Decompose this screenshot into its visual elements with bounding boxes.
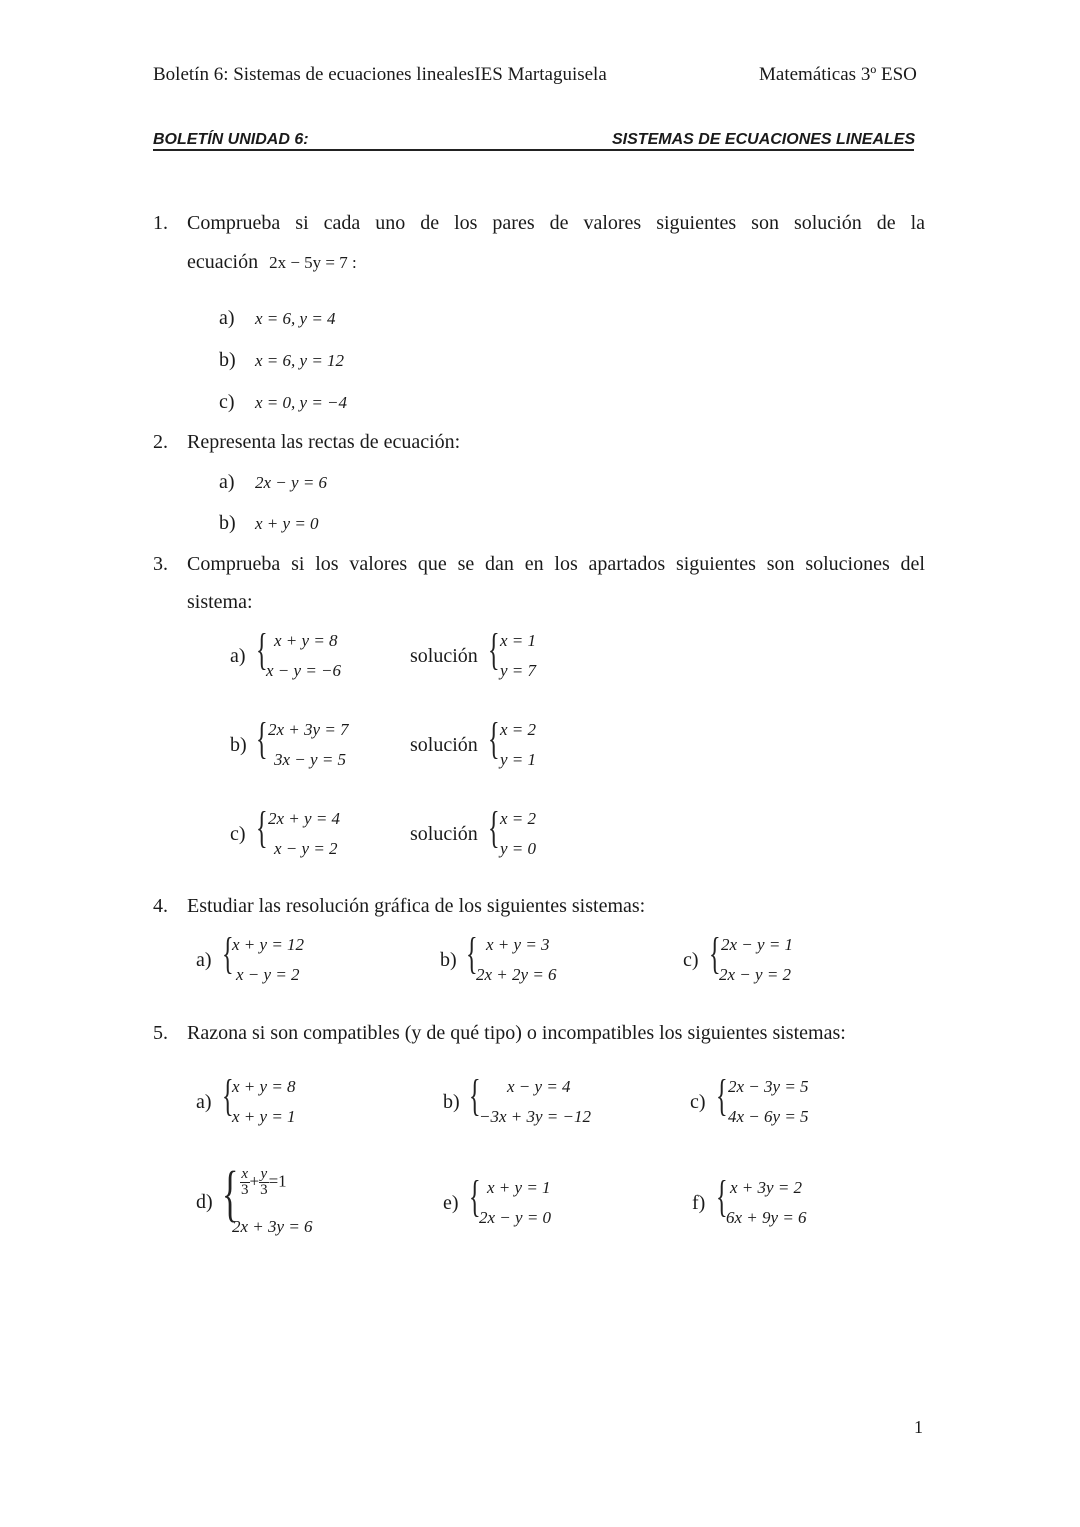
q5-e-eq2: 2x − y = 0 [479, 1208, 552, 1227]
fraction-denominator: 3 [241, 1182, 249, 1198]
brace-icon: { [222, 929, 234, 978]
q2-item-a-label: a) [219, 471, 235, 493]
fraction-numerator: x [241, 1166, 249, 1182]
brace-icon: { [222, 1160, 239, 1228]
q2-item-b-label: b) [219, 512, 236, 534]
q3-item-b-label: b) [230, 734, 247, 756]
brace-icon: { [469, 1071, 481, 1120]
brace-icon: { [256, 625, 268, 674]
q3-item-c-solution-label: solución [410, 823, 478, 845]
q4-c-eq2: 2x − y = 2 [719, 965, 792, 984]
q4-b-eq2: 2x + 2y = 6 [476, 965, 557, 984]
q5-item-e-label: e) [443, 1192, 459, 1214]
q3-a-sol2: y = 7 [500, 661, 537, 680]
q4-a-eq1: x + y = 12 [232, 935, 305, 954]
q5-e-eq1: x + y = 1 [487, 1178, 551, 1197]
q5-f-eq2: 6x + 9y = 6 [726, 1208, 807, 1227]
q3-number: 3. [153, 553, 168, 575]
q4-number: 4. [153, 895, 168, 917]
plus-sign: + [249, 1171, 260, 1191]
q1-line2 [187, 251, 357, 274]
q5-item-f-label: f) [692, 1192, 706, 1214]
brace-icon: { [716, 1071, 728, 1120]
q1-item-b-value: x = 6, y = 12 [255, 351, 345, 370]
q3-c-sol1: x = 2 [500, 809, 537, 828]
q4-a-eq2: x − y = 2 [236, 965, 300, 984]
q5-b-eq2: −3x + 3y = −12 [479, 1107, 591, 1126]
brace-icon: { [256, 714, 268, 763]
q1-number: 1. [153, 212, 168, 234]
q5-item-d-label: d) [196, 1191, 213, 1213]
q3-line2: sistema: [187, 591, 253, 613]
q5-c-eq2: 4x − 6y = 5 [728, 1107, 809, 1126]
header-right: Matemáticas 3º ESO [759, 64, 917, 85]
fraction-denominator: 3 [260, 1182, 268, 1198]
q5-item-b-label: b) [443, 1091, 460, 1113]
q3-c-eq1: 2x + y = 4 [268, 809, 341, 828]
q2-item-a-value: 2x − y = 6 [255, 473, 328, 492]
q5-item-c-label: c) [690, 1091, 706, 1113]
q3-a-sol1: x = 1 [500, 631, 537, 650]
q3-a-eq1: x + y = 8 [274, 631, 338, 650]
q4-c-eq1: 2x − y = 1 [721, 935, 794, 954]
q2-text: Representa las rectas de ecuación: [187, 431, 461, 453]
brace-icon: { [222, 1071, 234, 1120]
q4-text: Estudiar las resolución gráfica de los siguientes sistemas: [187, 895, 646, 917]
title-left: BOLETÍN UNIDAD 6: [153, 131, 309, 148]
q4-b-eq1: x + y = 3 [486, 935, 550, 954]
q3-item-a-label: a) [230, 645, 246, 667]
header-left: Boletín 6: Sistemas de ecuaciones linealesIES Martaguisela [153, 64, 607, 85]
q3-b-eq1: 2x + 3y = 7 [268, 720, 349, 739]
q1-item-c-value: x = 0, y = −4 [255, 393, 348, 412]
q1-line2-text: ecuación [187, 251, 259, 273]
q1-item-c-label: c) [219, 391, 235, 413]
brace-icon: { [488, 625, 500, 674]
brace-icon: { [469, 1172, 481, 1221]
q5-a-eq1: x + y = 8 [232, 1077, 296, 1096]
q3-b-eq2: 3x − y = 5 [274, 750, 347, 769]
q1-item-b-label: b) [219, 349, 236, 371]
q4-item-a-label: a) [196, 949, 212, 971]
brace-icon: { [466, 929, 478, 978]
q1-equation: 2x − 5y = 7 : [269, 253, 357, 272]
equation-rhs: =1 [268, 1171, 287, 1191]
q5-c-eq1: 2x − 3y = 5 [728, 1077, 809, 1096]
q1-line1: Comprueba si cada uno de los pares de valores siguientes son solución de la [187, 212, 925, 234]
q3-c-eq2: x − y = 2 [274, 839, 338, 858]
q1-item-a-label: a) [219, 307, 235, 329]
fraction-y-over-3 [259, 1167, 269, 1198]
q5-d-eq1 [240, 1167, 287, 1198]
title-underline [153, 149, 914, 151]
q5-item-a-label: a) [196, 1091, 212, 1113]
brace-icon: { [488, 803, 500, 852]
q5-number: 5. [153, 1022, 168, 1044]
q1-item-a-value: x = 6, y = 4 [255, 309, 336, 328]
fraction-x-over-3 [240, 1167, 250, 1198]
q3-line1: Comprueba si los valores que se dan en los apartados siguientes son soluciones del [187, 553, 925, 575]
q3-a-eq2: x − y = −6 [266, 661, 342, 680]
q4-item-c-label: c) [683, 949, 699, 971]
q3-c-sol2: y = 0 [500, 839, 537, 858]
q5-f-eq1: x + 3y = 2 [730, 1178, 803, 1197]
fraction-numerator: y [260, 1166, 268, 1182]
q5-d-eq2: 2x + 3y = 6 [232, 1217, 313, 1236]
q3-item-b-solution-label: solución [410, 734, 478, 756]
q5-a-eq2: x + y = 1 [232, 1107, 296, 1126]
page-number: 1 [914, 1417, 923, 1437]
q5-text: Razona si son compatibles (y de qué tipo) o incompatibles los siguientes sistemas: [187, 1022, 846, 1044]
q5-b-eq1: x − y = 4 [507, 1077, 571, 1096]
brace-icon: { [709, 929, 721, 978]
q4-item-b-label: b) [440, 949, 457, 971]
brace-icon: { [256, 803, 268, 852]
q3-b-sol2: y = 1 [500, 750, 537, 769]
q2-item-b-value: x + y = 0 [255, 514, 319, 533]
brace-icon: { [488, 714, 500, 763]
brace-icon: { [716, 1172, 728, 1221]
q2-number: 2. [153, 431, 168, 453]
q3-b-sol1: x = 2 [500, 720, 537, 739]
title-right: SISTEMAS DE ECUACIONES LINEALES [612, 131, 916, 148]
q3-item-a-solution-label: solución [410, 645, 478, 667]
q3-item-c-label: c) [230, 823, 246, 845]
